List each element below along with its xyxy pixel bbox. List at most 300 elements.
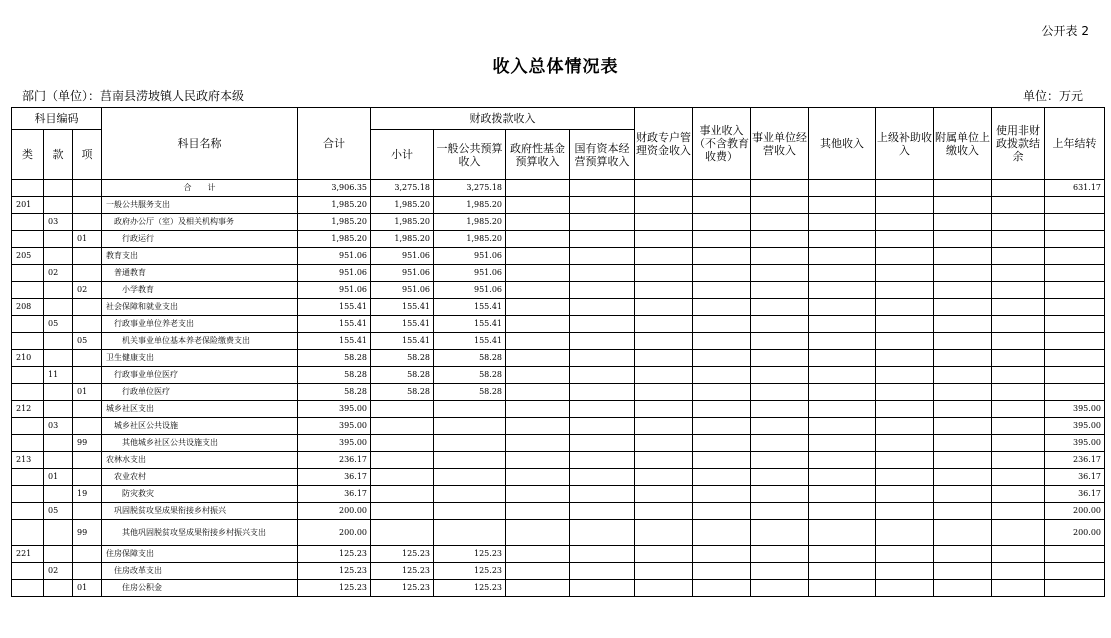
cell-affiliated [934, 350, 992, 367]
cell-business-op [751, 231, 809, 248]
table-row [12, 469, 1105, 486]
cell-other [809, 367, 876, 384]
cell-name: 行政事业单位养老支出 [102, 316, 298, 333]
cell-kuan: 03 [44, 214, 73, 231]
cell-other [809, 401, 876, 418]
cell-kuan [44, 580, 73, 597]
cell-general-budget: 1,985.20 [434, 197, 506, 214]
cell-superior-subsidy [876, 563, 934, 580]
unit-label: 单位：万元 [1022, 89, 1083, 103]
table-row [12, 520, 1105, 546]
cell-affiliated [934, 367, 992, 384]
cell-affiliated [934, 333, 992, 350]
cell-general-budget [434, 520, 506, 546]
cell-lei [12, 384, 44, 401]
cell-gov-fund [506, 299, 570, 316]
cell-non-fiscal-balance [992, 180, 1045, 197]
cell-affiliated [934, 546, 992, 563]
cell-affiliated [934, 248, 992, 265]
cell-state-capital [570, 350, 635, 367]
cell-state-capital [570, 486, 635, 503]
header-lei: 类 [12, 130, 44, 180]
cell-superior-subsidy [876, 435, 934, 452]
cell-prior-year-carry [1045, 299, 1105, 316]
cell-total: 236.17 [298, 452, 371, 469]
cell-gov-fund [506, 563, 570, 580]
cell-state-capital [570, 265, 635, 282]
income-summary-table [11, 107, 1105, 597]
cell-lei [12, 418, 44, 435]
cell-general-budget [434, 469, 506, 486]
header-special-account: 财政专户管理资金收入 [635, 108, 693, 180]
cell-total: 155.41 [298, 316, 371, 333]
cell-state-capital [570, 384, 635, 401]
cell-lei [12, 503, 44, 520]
cell-state-capital [570, 282, 635, 299]
cell-superior-subsidy [876, 503, 934, 520]
cell-prior-year-carry [1045, 580, 1105, 597]
table-row [12, 214, 1105, 231]
cell-total: 36.17 [298, 486, 371, 503]
cell-business [693, 282, 751, 299]
cell-business [693, 180, 751, 197]
cell-affiliated [934, 418, 992, 435]
cell-general-budget: 58.28 [434, 384, 506, 401]
cell-prior-year-carry: 395.00 [1045, 418, 1105, 435]
header-affiliated: 附属单位上缴收入 [934, 108, 992, 180]
cell-total: 3,906.35 [298, 180, 371, 197]
cell-state-capital [570, 418, 635, 435]
cell-other [809, 469, 876, 486]
cell-name: 行政事业单位医疗 [102, 367, 298, 384]
cell-xiang: 01 [73, 384, 102, 401]
table-row [12, 231, 1105, 248]
table-body [12, 180, 1105, 597]
cell-other [809, 282, 876, 299]
cell-non-fiscal-balance [992, 197, 1045, 214]
table-row [12, 563, 1105, 580]
cell-name: 其他城乡社区公共设施支出 [102, 435, 298, 452]
cell-other [809, 265, 876, 282]
cell-gov-fund [506, 384, 570, 401]
cell-kuan: 11 [44, 367, 73, 384]
cell-non-fiscal-balance [992, 299, 1045, 316]
cell-prior-year-carry [1045, 214, 1105, 231]
cell-business [693, 546, 751, 563]
cell-special-account [635, 384, 693, 401]
cell-xiang: 05 [73, 333, 102, 350]
cell-general-budget: 125.23 [434, 563, 506, 580]
cell-subtotal: 58.28 [371, 384, 434, 401]
cell-lei: 201 [12, 197, 44, 214]
cell-general-budget: 125.23 [434, 580, 506, 597]
table-row [12, 248, 1105, 265]
cell-business-op [751, 299, 809, 316]
cell-superior-subsidy [876, 384, 934, 401]
cell-kuan: 02 [44, 265, 73, 282]
cell-business-op [751, 316, 809, 333]
cell-kuan [44, 333, 73, 350]
cell-business-op [751, 580, 809, 597]
cell-prior-year-carry [1045, 546, 1105, 563]
cell-name: 一般公共服务支出 [102, 197, 298, 214]
cell-prior-year-carry: 631.17 [1045, 180, 1105, 197]
cell-total: 125.23 [298, 546, 371, 563]
cell-gov-fund [506, 197, 570, 214]
header-general-budget: 一般公共预算收入 [434, 130, 506, 180]
cell-non-fiscal-balance [992, 520, 1045, 546]
cell-business-op [751, 248, 809, 265]
cell-affiliated [934, 435, 992, 452]
cell-special-account [635, 316, 693, 333]
cell-affiliated [934, 452, 992, 469]
cell-special-account [635, 435, 693, 452]
cell-prior-year-carry: 395.00 [1045, 435, 1105, 452]
cell-kuan [44, 231, 73, 248]
cell-prior-year-carry [1045, 384, 1105, 401]
cell-kuan [44, 520, 73, 546]
cell-superior-subsidy [876, 350, 934, 367]
cell-state-capital [570, 214, 635, 231]
cell-special-account [635, 401, 693, 418]
cell-name: 农林水支出 [102, 452, 298, 469]
cell-other [809, 248, 876, 265]
cell-xiang [73, 452, 102, 469]
cell-kuan: 02 [44, 563, 73, 580]
cell-special-account [635, 231, 693, 248]
cell-business [693, 469, 751, 486]
cell-name: 普通教育 [102, 265, 298, 282]
cell-general-budget [434, 452, 506, 469]
cell-special-account [635, 546, 693, 563]
cell-general-budget: 951.06 [434, 282, 506, 299]
cell-kuan [44, 452, 73, 469]
cell-general-budget [434, 418, 506, 435]
header-other: 其他收入 [809, 108, 876, 180]
cell-name: 社会保障和就业支出 [102, 299, 298, 316]
cell-non-fiscal-balance [992, 214, 1045, 231]
cell-general-budget [434, 435, 506, 452]
cell-general-budget: 951.06 [434, 265, 506, 282]
header-business-op: 事业单位经营收入 [751, 108, 809, 180]
cell-name: 巩固脱贫攻坚成果衔接乡村振兴 [102, 503, 298, 520]
cell-business-op [751, 367, 809, 384]
table-row [12, 401, 1105, 418]
table-row [12, 367, 1105, 384]
cell-subtotal: 58.28 [371, 367, 434, 384]
cell-gov-fund [506, 546, 570, 563]
cell-total: 951.06 [298, 248, 371, 265]
cell-business [693, 580, 751, 597]
cell-business-op [751, 197, 809, 214]
header-fiscal-group: 财政拨款收入 [371, 108, 635, 130]
cell-xiang [73, 401, 102, 418]
cell-subtotal: 58.28 [371, 350, 434, 367]
cell-superior-subsidy [876, 231, 934, 248]
cell-general-budget: 58.28 [434, 367, 506, 384]
cell-subtotal: 125.23 [371, 563, 434, 580]
cell-other [809, 486, 876, 503]
cell-state-capital [570, 580, 635, 597]
cell-business [693, 563, 751, 580]
cell-non-fiscal-balance [992, 546, 1045, 563]
cell-total: 395.00 [298, 401, 371, 418]
cell-business [693, 265, 751, 282]
cell-subtotal: 1,985.20 [371, 231, 434, 248]
cell-gov-fund [506, 418, 570, 435]
header-code-group: 科目编码 [12, 108, 102, 130]
cell-name: 农业农村 [102, 469, 298, 486]
cell-special-account [635, 486, 693, 503]
table-row [12, 580, 1105, 597]
cell-kuan [44, 435, 73, 452]
cell-superior-subsidy [876, 418, 934, 435]
cell-special-account [635, 197, 693, 214]
cell-prior-year-carry [1045, 563, 1105, 580]
cell-business [693, 452, 751, 469]
cell-business [693, 401, 751, 418]
cell-non-fiscal-balance [992, 350, 1045, 367]
department-label: 部门（单位）：莒南县涝坡镇人民政府本级 [22, 89, 245, 103]
cell-non-fiscal-balance [992, 418, 1045, 435]
cell-affiliated [934, 180, 992, 197]
cell-name: 合 计 [102, 180, 298, 197]
table-row [12, 350, 1105, 367]
cell-superior-subsidy [876, 316, 934, 333]
cell-business [693, 435, 751, 452]
cell-affiliated [934, 316, 992, 333]
cell-general-budget [434, 401, 506, 418]
cell-state-capital [570, 503, 635, 520]
cell-business [693, 231, 751, 248]
cell-superior-subsidy [876, 282, 934, 299]
cell-affiliated [934, 520, 992, 546]
table-row [12, 546, 1105, 563]
cell-special-account [635, 333, 693, 350]
header-gov-fund: 政府性基金预算收入 [506, 130, 570, 180]
cell-name: 教育支出 [102, 248, 298, 265]
cell-name: 小学教育 [102, 282, 298, 299]
cell-gov-fund [506, 435, 570, 452]
cell-business-op [751, 333, 809, 350]
cell-xiang [73, 503, 102, 520]
cell-total: 200.00 [298, 520, 371, 546]
header-state-capital: 国有资本经营预算收入 [570, 130, 635, 180]
cell-business-op [751, 452, 809, 469]
cell-lei [12, 333, 44, 350]
cell-non-fiscal-balance [992, 563, 1045, 580]
cell-general-budget: 1,985.20 [434, 231, 506, 248]
cell-prior-year-carry [1045, 197, 1105, 214]
cell-non-fiscal-balance [992, 367, 1045, 384]
cell-other [809, 563, 876, 580]
cell-prior-year-carry: 200.00 [1045, 503, 1105, 520]
cell-non-fiscal-balance [992, 486, 1045, 503]
cell-xiang [73, 197, 102, 214]
cell-non-fiscal-balance [992, 282, 1045, 299]
cell-lei [12, 282, 44, 299]
cell-business-op [751, 282, 809, 299]
table-row [12, 384, 1105, 401]
cell-non-fiscal-balance [992, 503, 1045, 520]
cell-non-fiscal-balance [992, 265, 1045, 282]
cell-business [693, 299, 751, 316]
cell-name: 住房公积金 [102, 580, 298, 597]
cell-other [809, 580, 876, 597]
cell-xiang: 19 [73, 486, 102, 503]
cell-business-op [751, 435, 809, 452]
cell-subtotal: 951.06 [371, 282, 434, 299]
cell-business [693, 384, 751, 401]
cell-other [809, 299, 876, 316]
cell-kuan [44, 180, 73, 197]
cell-business-op [751, 180, 809, 197]
cell-name: 政府办公厅（室）及相关机构事务 [102, 214, 298, 231]
table-row [12, 265, 1105, 282]
table-row [12, 333, 1105, 350]
cell-affiliated [934, 214, 992, 231]
cell-gov-fund [506, 248, 570, 265]
cell-kuan [44, 384, 73, 401]
cell-gov-fund [506, 265, 570, 282]
cell-lei: 210 [12, 350, 44, 367]
cell-affiliated [934, 299, 992, 316]
cell-subtotal: 1,985.20 [371, 214, 434, 231]
cell-prior-year-carry [1045, 248, 1105, 265]
cell-xiang [73, 367, 102, 384]
cell-other [809, 418, 876, 435]
cell-business [693, 350, 751, 367]
cell-superior-subsidy [876, 367, 934, 384]
cell-gov-fund [506, 503, 570, 520]
cell-business [693, 503, 751, 520]
cell-business-op [751, 563, 809, 580]
page-title: 收入总体情况表 [492, 57, 619, 77]
cell-superior-subsidy [876, 546, 934, 563]
cell-business [693, 214, 751, 231]
table-row [12, 299, 1105, 316]
cell-lei [12, 231, 44, 248]
header-prior-year-carry: 上年结转 [1045, 108, 1105, 180]
cell-business-op [751, 520, 809, 546]
cell-business-op [751, 503, 809, 520]
cell-lei: 221 [12, 546, 44, 563]
cell-subtotal: 951.06 [371, 265, 434, 282]
cell-special-account [635, 248, 693, 265]
cell-total: 155.41 [298, 333, 371, 350]
cell-gov-fund [506, 282, 570, 299]
table-row [12, 197, 1105, 214]
cell-state-capital [570, 367, 635, 384]
cell-special-account [635, 520, 693, 546]
cell-subtotal [371, 486, 434, 503]
header-total: 合计 [298, 108, 371, 180]
cell-business [693, 520, 751, 546]
cell-special-account [635, 469, 693, 486]
cell-special-account [635, 503, 693, 520]
cell-gov-fund [506, 231, 570, 248]
cell-gov-fund [506, 469, 570, 486]
cell-subtotal: 155.41 [371, 299, 434, 316]
cell-lei: 208 [12, 299, 44, 316]
cell-special-account [635, 580, 693, 597]
cell-non-fiscal-balance [992, 469, 1045, 486]
cell-business-op [751, 486, 809, 503]
cell-other [809, 435, 876, 452]
cell-prior-year-carry [1045, 282, 1105, 299]
cell-gov-fund [506, 486, 570, 503]
cell-xiang [73, 350, 102, 367]
table-header [12, 108, 1105, 180]
cell-prior-year-carry [1045, 367, 1105, 384]
cell-kuan [44, 282, 73, 299]
header-superior-subsidy: 上级补助收入 [876, 108, 934, 180]
cell-xiang: 02 [73, 282, 102, 299]
table-row [12, 435, 1105, 452]
cell-subtotal [371, 503, 434, 520]
cell-state-capital [570, 401, 635, 418]
cell-xiang [73, 248, 102, 265]
cell-lei [12, 316, 44, 333]
cell-kuan: 05 [44, 316, 73, 333]
cell-state-capital [570, 452, 635, 469]
cell-non-fiscal-balance [992, 580, 1045, 597]
cell-superior-subsidy [876, 180, 934, 197]
cell-xiang [73, 316, 102, 333]
cell-name: 卫生健康支出 [102, 350, 298, 367]
cell-other [809, 503, 876, 520]
table-row [12, 418, 1105, 435]
cell-xiang: 01 [73, 231, 102, 248]
header-kuan: 款 [44, 130, 73, 180]
cell-affiliated [934, 401, 992, 418]
cell-state-capital [570, 180, 635, 197]
cell-state-capital [570, 520, 635, 546]
cell-non-fiscal-balance [992, 333, 1045, 350]
header-business: 事业收入（不含教育收费） [693, 108, 751, 180]
cell-non-fiscal-balance [992, 248, 1045, 265]
cell-total: 951.06 [298, 265, 371, 282]
cell-subtotal: 125.23 [371, 580, 434, 597]
cell-total: 951.06 [298, 282, 371, 299]
cell-subtotal [371, 435, 434, 452]
cell-kuan: 05 [44, 503, 73, 520]
cell-special-account [635, 418, 693, 435]
cell-prior-year-carry [1045, 265, 1105, 282]
cell-subtotal: 155.41 [371, 333, 434, 350]
cell-other [809, 197, 876, 214]
cell-superior-subsidy [876, 197, 934, 214]
cell-subtotal: 125.23 [371, 546, 434, 563]
cell-name: 城乡社区公共设施 [102, 418, 298, 435]
cell-non-fiscal-balance [992, 316, 1045, 333]
cell-state-capital [570, 248, 635, 265]
cell-name: 机关事业单位基本养老保险缴费支出 [102, 333, 298, 350]
cell-non-fiscal-balance [992, 435, 1045, 452]
cell-state-capital [570, 197, 635, 214]
cell-special-account [635, 214, 693, 231]
cell-gov-fund [506, 520, 570, 546]
cell-subtotal: 1,985.20 [371, 197, 434, 214]
cell-state-capital [570, 546, 635, 563]
cell-affiliated [934, 580, 992, 597]
cell-xiang: 99 [73, 520, 102, 546]
cell-affiliated [934, 503, 992, 520]
cell-other [809, 350, 876, 367]
cell-name: 其他巩固脱贫攻坚成果衔接乡村振兴支出 [102, 520, 298, 546]
cell-name: 行政单位医疗 [102, 384, 298, 401]
cell-lei [12, 214, 44, 231]
